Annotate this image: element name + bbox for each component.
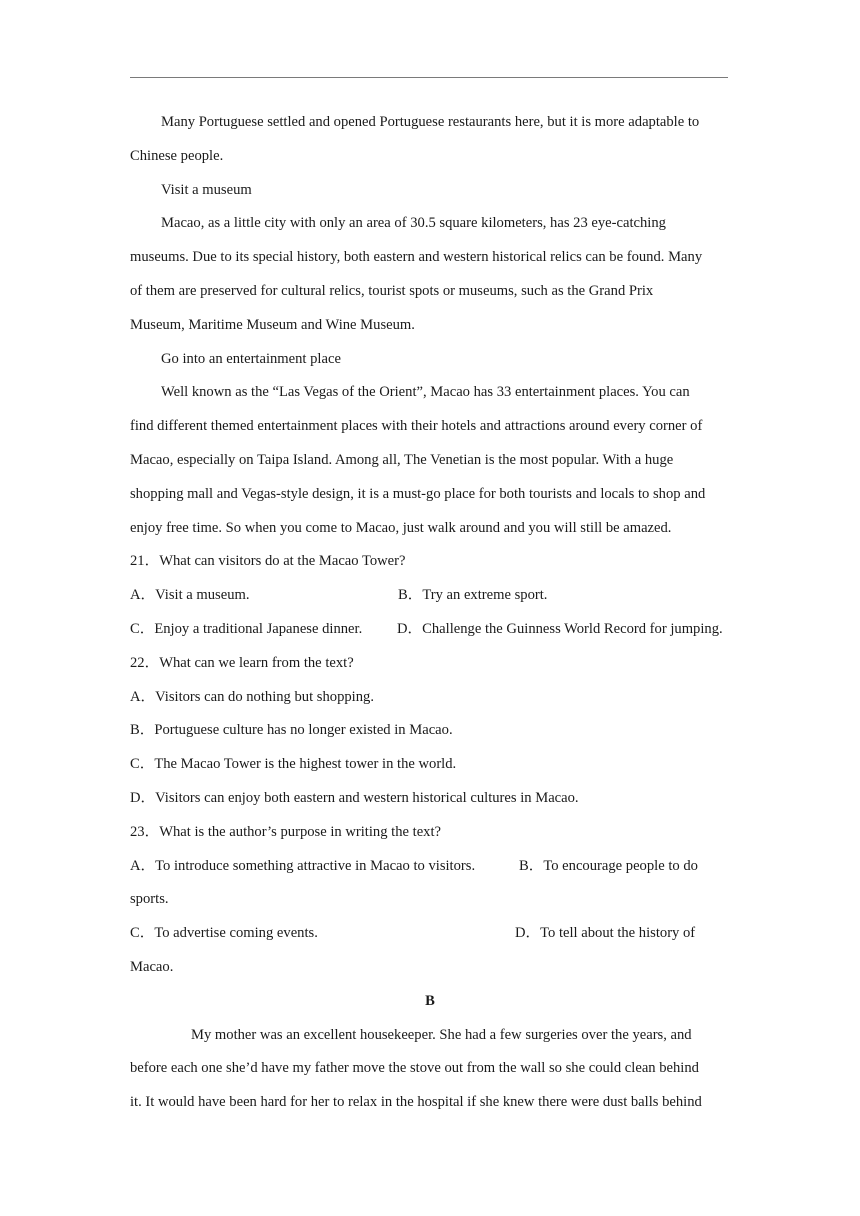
paragraph-line: of them are preserved for cultural relics, tourist spots or museums, such as the Grand Prix	[130, 282, 654, 299]
paragraph-line: Well known as the “Las Vegas of the Orient”, Macao has 33 entertainment places. You can	[161, 384, 690, 401]
paragraph-line: find different themed entertainment places with their hotels and attractions around every corner of	[130, 418, 703, 435]
option-a: A．To introduce something attractive in Macao to visitors.	[130, 857, 476, 874]
paragraph-line: Macao, as a little city with only an area of 30.5 square kilometers, has 23 eye-catching	[161, 215, 666, 232]
paragraph-line: Chinese people.	[130, 147, 224, 164]
option-b-continued: sports.	[130, 891, 169, 908]
option-b: B．Portuguese culture has no longer existed in Macao.	[130, 722, 453, 739]
paragraph-line: shopping mall and Vegas-style design, it is a must-go place for both tourists and locals to shop and	[130, 485, 706, 502]
question-23-options-row-2	[130, 917, 730, 951]
section-heading-entertainment: Go into an entertainment place	[161, 350, 341, 367]
paragraph-line: Museum, Maritime Museum and Wine Museum.	[130, 316, 415, 333]
question-23-stem: 23．What is the author’s purpose in writing the text?	[130, 823, 442, 840]
option-d: D．Challenge the Guinness World Record for jumping.	[397, 620, 723, 637]
question-23-options-row-1	[130, 850, 730, 884]
option-c: C．The Macao Tower is the highest tower in the world.	[130, 756, 457, 773]
question-21-stem: 21．What can visitors do at the Macao Tower?	[130, 553, 406, 570]
paragraph-line: Many Portuguese settled and opened Portuguese restaurants here, but it is more adaptable to	[161, 114, 700, 130]
paragraph-line: it. It would have been hard for her to relax in the hospital if she knew there were dust balls behind	[130, 1094, 702, 1111]
question-21-options-row-1	[130, 579, 730, 613]
option-c: C．Enjoy a traditional Japanese dinner.	[130, 620, 363, 637]
option-c: C．To advertise coming events.	[130, 925, 318, 942]
option-a: A．Visitors can do nothing but shopping.	[130, 688, 374, 705]
paragraph-line: My mother was an excellent housekeeper. She had a few surgeries over the years, and	[191, 1026, 692, 1043]
option-b: B．To encourage people to do	[519, 857, 698, 874]
section-title-b: B	[425, 992, 435, 1009]
option-b: B．Try an extreme sport.	[398, 587, 548, 604]
option-a: A．Visit a museum.	[130, 587, 250, 604]
document-body	[130, 106, 730, 1120]
paragraph-line: museums. Due to its special history, both eastern and western historical relics can be found. Many	[130, 249, 703, 266]
paragraph-line: Macao, especially on Taipa Island. Among all, The Venetian is the most popular. With a huge	[130, 451, 674, 468]
header-rule	[130, 77, 728, 78]
paragraph-line: before each one she’d have my father move the stove out from the wall so she could clean behind	[130, 1060, 699, 1077]
paragraph-line: enjoy free time. So when you come to Macao, just walk around and you will still be amazed.	[130, 519, 672, 536]
question-22-stem: 22．What can we learn from the text?	[130, 654, 354, 671]
question-21-options-row-2	[130, 613, 730, 647]
option-d: D．To tell about the history of	[515, 925, 696, 942]
section-heading-museum: Visit a museum	[161, 181, 252, 198]
option-d-continued: Macao.	[130, 958, 174, 975]
option-d: D．Visitors can enjoy both eastern and western historical cultures in Macao.	[130, 789, 579, 806]
